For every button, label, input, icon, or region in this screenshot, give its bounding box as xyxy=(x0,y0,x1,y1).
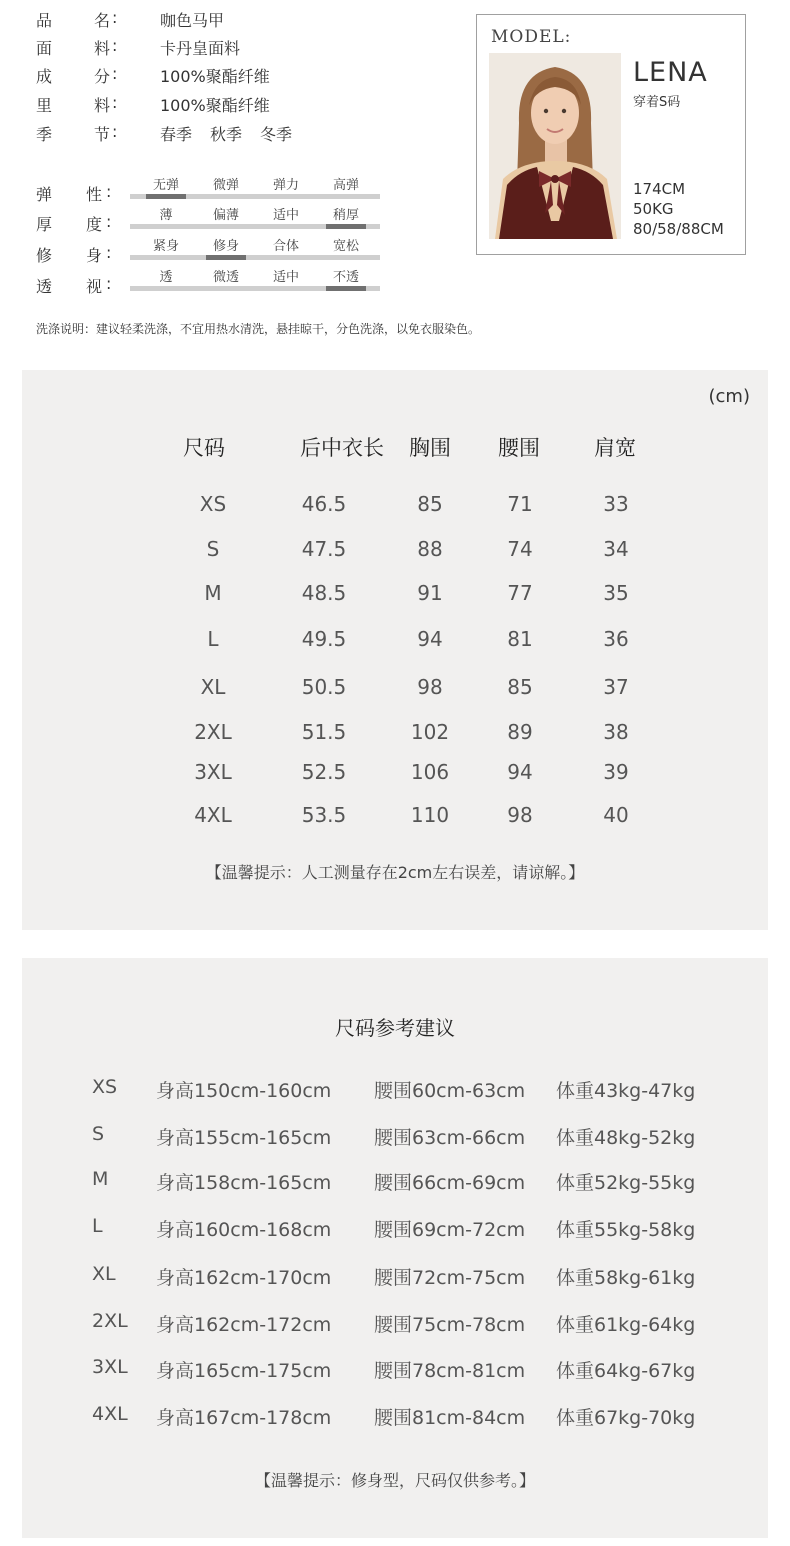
waist-range-cell: 腰围78cm-81cm xyxy=(374,1360,526,1382)
column-header: 后中衣长 xyxy=(300,436,384,460)
model-measurements: 80/58/88CM xyxy=(633,220,724,238)
scale-option: 弹力 xyxy=(272,178,299,193)
size-advice-panel xyxy=(22,958,768,1538)
size-label-cell: M xyxy=(204,581,222,605)
label-char: 弹 xyxy=(36,185,53,204)
season-spring: 春季 xyxy=(160,125,193,144)
measurement-cell: 53.5 xyxy=(301,803,347,827)
waist-range-cell: 腰围60cm-63cm xyxy=(374,1080,526,1102)
colon: : xyxy=(106,212,112,231)
column-header: 腰围 xyxy=(498,436,540,460)
scale-option: 紧身 xyxy=(152,239,179,254)
waist-range-cell: 腰围72cm-75cm xyxy=(374,1267,526,1289)
measurement-tip: 【温馨提示：人工测量存在2cm左右误差，请谅解。】 xyxy=(205,863,585,882)
scale-selected-marker xyxy=(146,194,186,199)
weight-range-cell: 体重61kg-64kg xyxy=(556,1314,696,1336)
scale-selected-marker xyxy=(326,224,366,229)
measurement-cell: 33 xyxy=(603,492,629,516)
advice-size-cell: L xyxy=(92,1215,103,1237)
measurement-cell: 110 xyxy=(410,803,450,827)
label-char: 视 xyxy=(86,277,103,296)
measurement-cell: 40 xyxy=(603,803,629,827)
measurement-cell: 85 xyxy=(507,675,533,699)
measurement-cell: 39 xyxy=(603,760,629,784)
label-char: 身 xyxy=(86,246,103,265)
weight-range-cell: 体重48kg-52kg xyxy=(556,1127,696,1149)
colon: : xyxy=(112,36,118,55)
measurement-cell: 89 xyxy=(507,720,533,744)
measurement-cell: 81 xyxy=(507,627,533,651)
label-char: 品 xyxy=(36,11,53,30)
fabric-value: 卡丹皇面料 xyxy=(160,39,241,58)
scale-selected-marker xyxy=(326,286,366,291)
scale-option: 适中 xyxy=(272,270,299,285)
season-winter: 冬季 xyxy=(260,125,293,144)
measurement-cell: 85 xyxy=(417,492,443,516)
label-char: 季 xyxy=(36,125,53,144)
measurement-cell: 50.5 xyxy=(301,675,347,699)
size-label-cell: 2XL xyxy=(194,720,232,744)
attr-row-sheerness xyxy=(36,266,396,296)
scale-option: 偏薄 xyxy=(212,208,239,223)
scale-option: 微弹 xyxy=(212,178,239,193)
colon: : xyxy=(106,182,112,201)
measurement-cell: 49.5 xyxy=(301,627,347,651)
height-range-cell: 身高150cm-160cm xyxy=(156,1080,332,1102)
scale-option: 不透 xyxy=(332,270,359,285)
scale-option: 合体 xyxy=(272,239,299,254)
weight-range-cell: 体重43kg-47kg xyxy=(556,1080,696,1102)
measurement-cell: 94 xyxy=(417,627,443,651)
measurement-cell: 88 xyxy=(417,537,443,561)
label-char: 修 xyxy=(36,246,53,265)
colon: : xyxy=(112,93,118,112)
measurement-cell: 38 xyxy=(603,720,629,744)
advice-size-cell: S xyxy=(92,1123,105,1145)
measurement-cell: 36 xyxy=(603,627,629,651)
label-char: 性 xyxy=(86,185,103,204)
label-char: 名 xyxy=(94,11,111,30)
height-range-cell: 身高158cm-165cm xyxy=(156,1172,332,1194)
scale-option: 适中 xyxy=(272,208,299,223)
weight-range-cell: 体重64kg-67kg xyxy=(556,1360,696,1382)
measurement-cell: 77 xyxy=(507,581,533,605)
waist-range-cell: 腰围63cm-66cm xyxy=(374,1127,526,1149)
label-char: 度 xyxy=(86,215,103,234)
scale-option: 高弹 xyxy=(332,178,359,193)
unit-label: (cm) xyxy=(708,386,750,407)
waist-range-cell: 腰围69cm-72cm xyxy=(374,1219,526,1241)
size-label-cell: XS xyxy=(199,492,227,516)
advice-size-cell: 4XL xyxy=(92,1403,128,1425)
wash-instructions: 洗涤说明：建议轻柔洗涤，不宜用热水清洗，悬挂晾干，分色洗涤，以免衣服染色。 xyxy=(36,322,481,336)
column-header: 尺码 xyxy=(183,436,225,460)
measurement-cell: 35 xyxy=(603,581,629,605)
scale-option: 微透 xyxy=(212,270,239,285)
advice-size-cell: 3XL xyxy=(92,1356,128,1378)
scale-option: 稍厚 xyxy=(332,208,359,223)
measurement-cell: 34 xyxy=(603,537,629,561)
advice-size-cell: M xyxy=(92,1168,109,1190)
label-char: 厚 xyxy=(36,215,53,234)
measurement-cell: 47.5 xyxy=(301,537,347,561)
measurement-cell: 46.5 xyxy=(301,492,347,516)
composition-value: 100%聚酯纤维 xyxy=(160,67,270,86)
label-char: 里 xyxy=(36,96,53,115)
model-card xyxy=(476,14,746,255)
column-header: 胸围 xyxy=(409,436,451,460)
label-char: 分 xyxy=(94,67,111,86)
measurement-cell: 98 xyxy=(417,675,443,699)
measurement-cell: 52.5 xyxy=(301,760,347,784)
scale-option: 修身 xyxy=(212,239,239,254)
height-range-cell: 身高167cm-178cm xyxy=(156,1407,332,1429)
lining-value: 100%聚酯纤维 xyxy=(160,96,270,115)
waist-range-cell: 腰围81cm-84cm xyxy=(374,1407,526,1429)
colon: : xyxy=(106,274,112,293)
measurement-cell: 51.5 xyxy=(301,720,347,744)
measurement-cell: 74 xyxy=(507,537,533,561)
colon: : xyxy=(112,64,118,83)
colon: : xyxy=(112,8,118,27)
height-range-cell: 身高155cm-165cm xyxy=(156,1127,332,1149)
advice-size-cell: XS xyxy=(92,1076,118,1098)
measurement-cell: 102 xyxy=(410,720,450,744)
measurement-cell: 98 xyxy=(507,803,533,827)
size-advice-title: 尺码参考建议 xyxy=(335,1016,455,1040)
measurement-cell: 71 xyxy=(507,492,533,516)
attr-row-fit xyxy=(36,235,396,265)
advice-size-cell: 2XL xyxy=(92,1310,128,1332)
model-name: LENA xyxy=(633,57,708,88)
size-label-cell: XL xyxy=(200,675,226,699)
measurement-cell: 48.5 xyxy=(301,581,347,605)
colon: : xyxy=(106,243,112,262)
waist-range-cell: 腰围66cm-69cm xyxy=(374,1172,526,1194)
model-height: 174CM xyxy=(633,180,686,198)
model-stats xyxy=(633,179,724,239)
weight-range-cell: 体重52kg-55kg xyxy=(556,1172,696,1194)
scale-option: 透 xyxy=(159,270,173,285)
label-char: 面 xyxy=(36,39,53,58)
height-range-cell: 身高165cm-175cm xyxy=(156,1360,332,1382)
attr-row-thickness xyxy=(36,204,396,234)
weight-range-cell: 体重58kg-61kg xyxy=(556,1267,696,1289)
model-label: MODEL: xyxy=(491,27,572,47)
colon: : xyxy=(112,122,118,141)
measurement-cell: 106 xyxy=(410,760,450,784)
label-char: 节 xyxy=(94,125,111,144)
weight-range-cell: 体重55kg-58kg xyxy=(556,1219,696,1241)
waist-range-cell: 腰围75cm-78cm xyxy=(374,1314,526,1336)
scale-option: 薄 xyxy=(159,208,173,223)
scale-option: 无弹 xyxy=(152,178,179,193)
attr-row-elasticity xyxy=(36,174,396,204)
height-range-cell: 身高162cm-172cm xyxy=(156,1314,332,1336)
label-char: 成 xyxy=(36,67,53,86)
size-label-cell: S xyxy=(206,537,220,561)
measurement-cell: 91 xyxy=(417,581,443,605)
season-autumn: 秋季 xyxy=(210,125,243,144)
measurement-cell: 37 xyxy=(603,675,629,699)
column-header: 肩宽 xyxy=(594,436,636,460)
size-label-cell: 4XL xyxy=(194,803,232,827)
label-char: 料 xyxy=(94,39,111,58)
size-label-cell: L xyxy=(207,627,219,651)
advice-size-cell: XL xyxy=(92,1263,116,1285)
size-chart-panel xyxy=(22,370,768,930)
product-name-value: 咖色马甲 xyxy=(160,11,225,30)
weight-range-cell: 体重67kg-70kg xyxy=(556,1407,696,1429)
model-weight: 50KG xyxy=(633,200,674,218)
scale-selected-marker xyxy=(206,255,246,260)
height-range-cell: 身高162cm-170cm xyxy=(156,1267,332,1289)
model-photo xyxy=(489,53,621,239)
scale-track xyxy=(130,255,380,260)
fit-tip: 【温馨提示：修身型，尺码仅供参考。】 xyxy=(254,1471,535,1490)
season-values xyxy=(160,122,310,145)
label-char: 透 xyxy=(36,277,53,296)
height-range-cell: 身高160cm-168cm xyxy=(156,1219,332,1241)
measurement-cell: 94 xyxy=(507,760,533,784)
size-label-cell: 3XL xyxy=(194,760,232,784)
label-char: 料 xyxy=(94,96,111,115)
model-wearing-size: 穿着S码 xyxy=(633,95,681,110)
scale-option: 宽松 xyxy=(332,239,359,254)
